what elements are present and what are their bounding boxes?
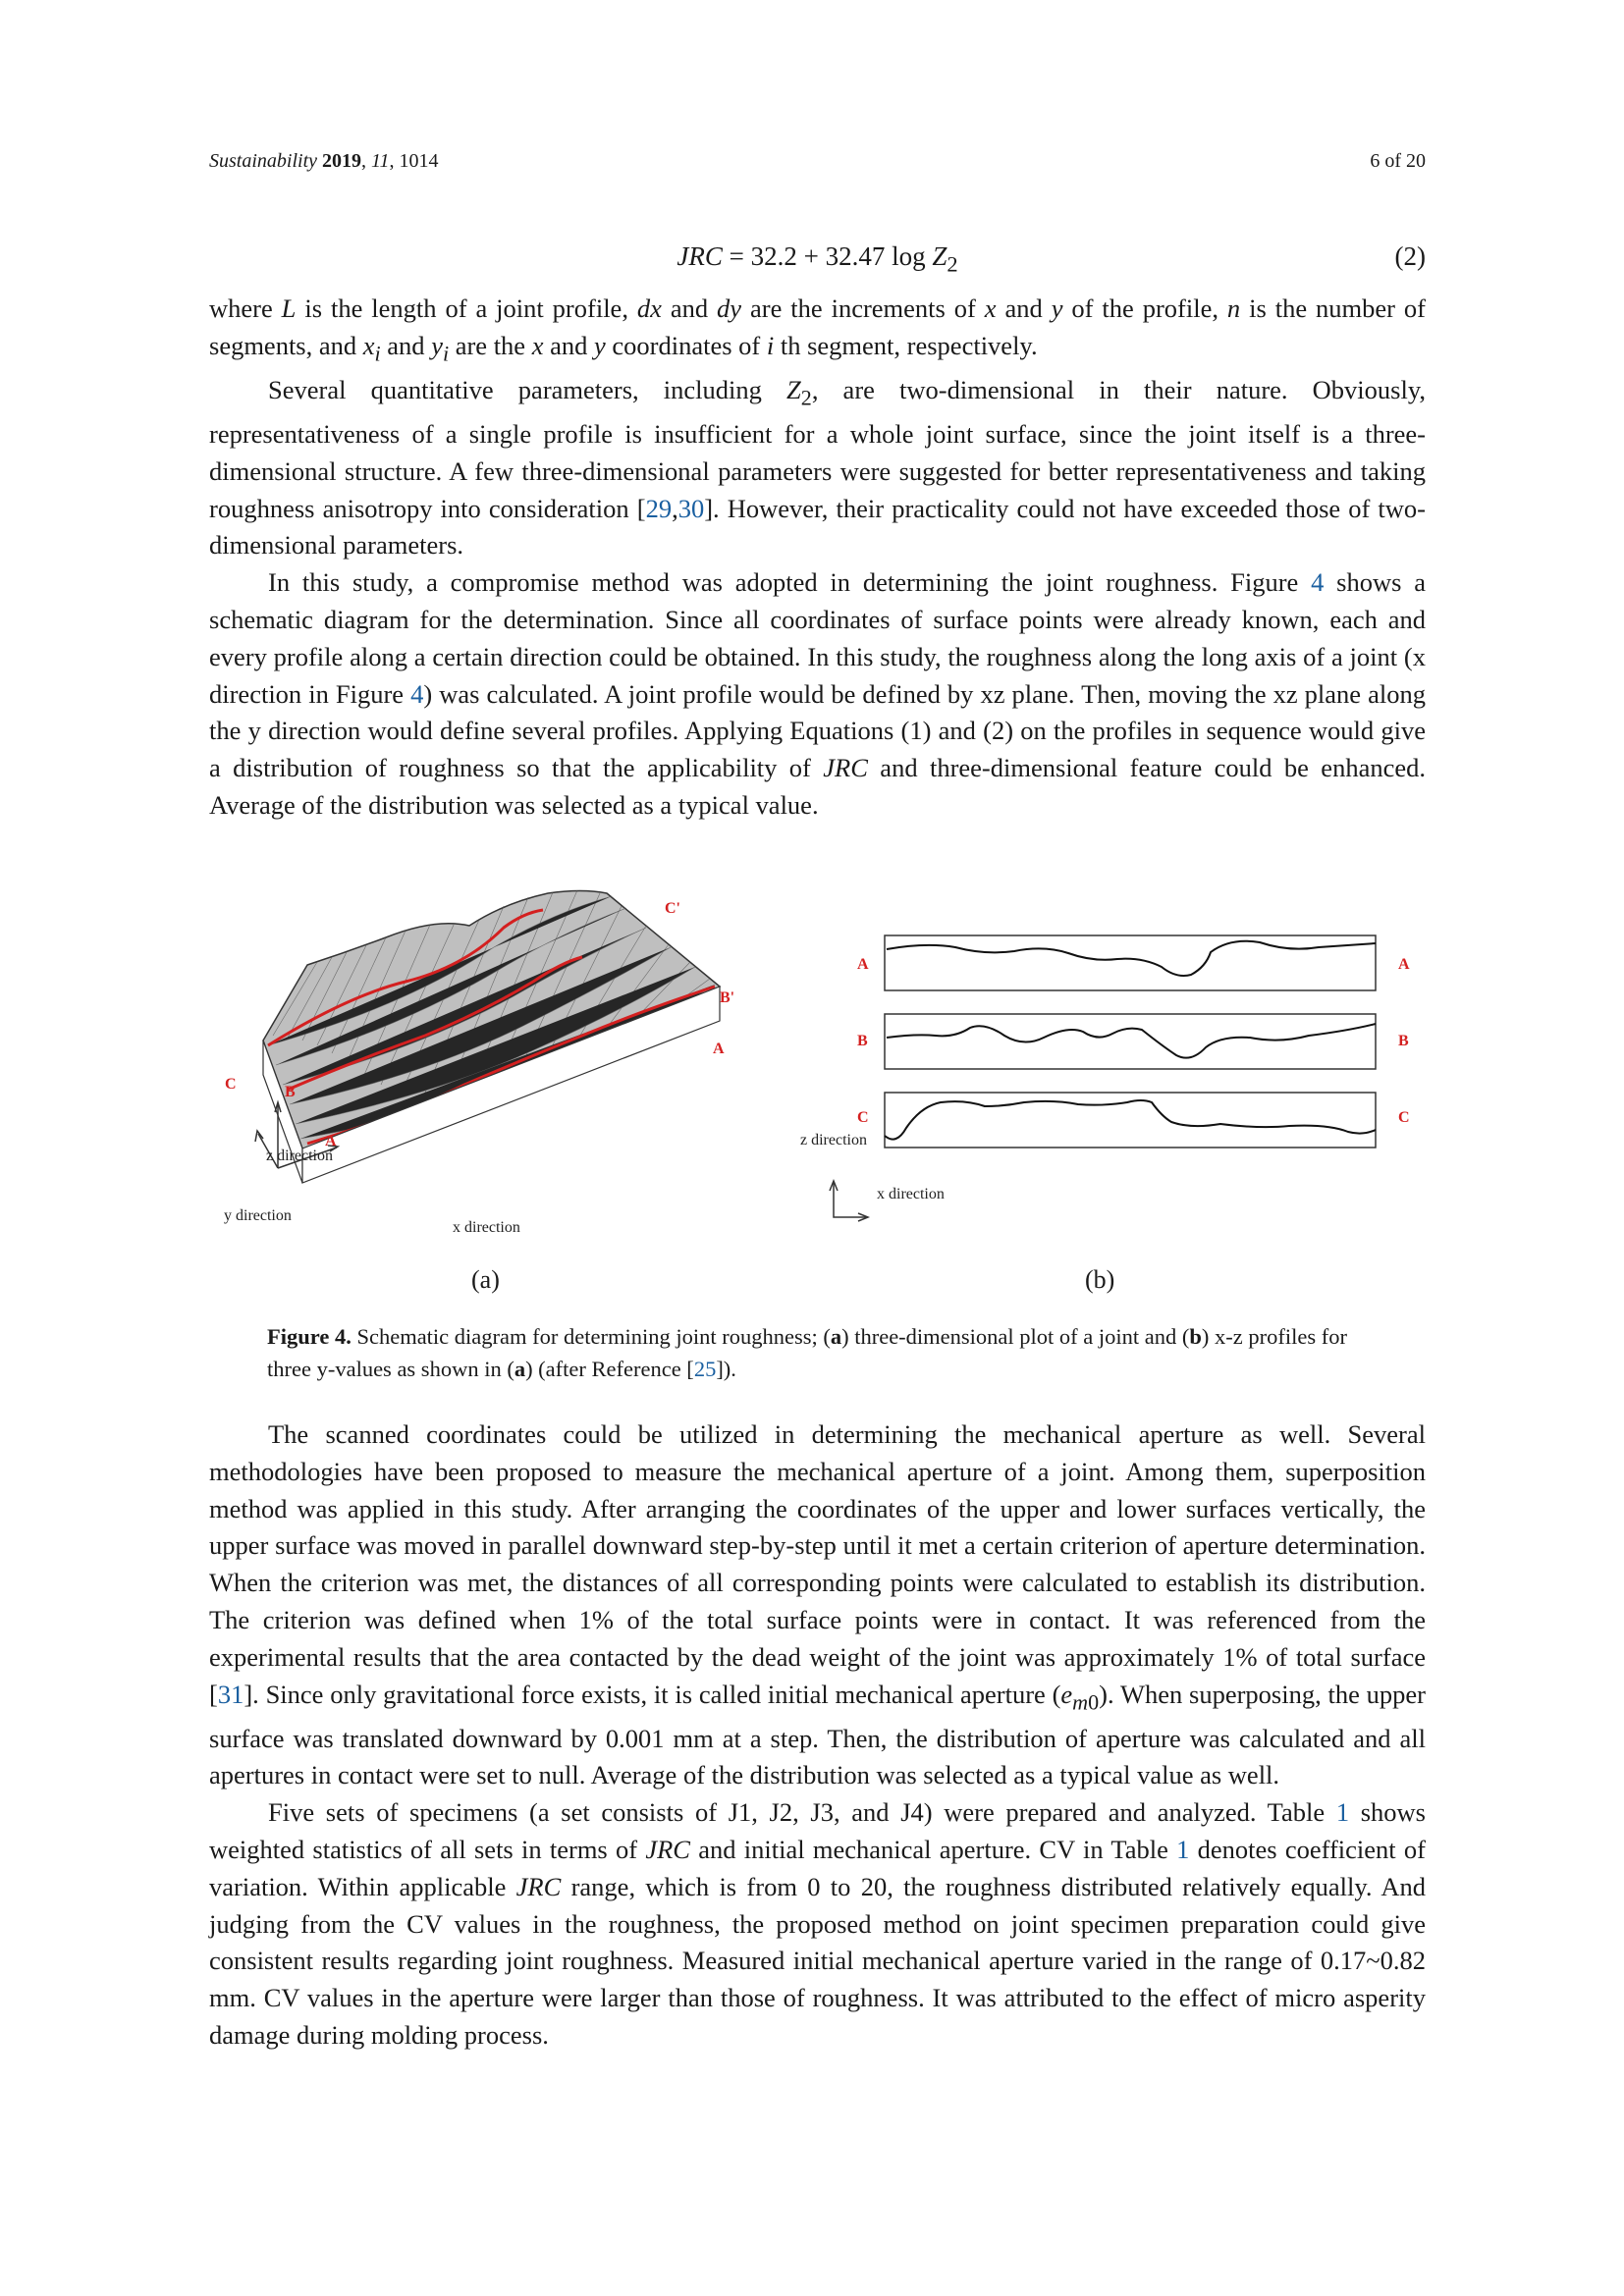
equation-body: JRC = 32.2 + 32.47 $\log Z_2$: [677, 241, 958, 277]
label-b-prime: B': [720, 989, 735, 1006]
journal-year: 2019: [322, 150, 361, 172]
equation-number: (2): [1394, 241, 1426, 271]
page-number: 6 of 20: [1370, 150, 1426, 172]
equation-2: [209, 241, 1426, 281]
panel-a-label: (a): [471, 1265, 500, 1294]
label-c-prime: C': [665, 900, 680, 917]
panel-b-label: (b): [1085, 1265, 1115, 1294]
label-c-left: C: [225, 1076, 237, 1093]
label-b-profile-c-left: C: [857, 1109, 869, 1126]
figure-link[interactable]: 4: [1311, 567, 1325, 598]
label-b-left: B: [285, 1084, 296, 1100]
paragraph-quantitative-parameters: Several quantitative parameters, including $Z_2$, are two-dimensional in their nature. Obviously, representativeness of a single profile is insufficient for a whole joint surface, since the joint itself is a three-dimensional structure. A few three-dimensional parameters were suggested for better representativeness and taking roughness anisotropy into consideration [29,30]. However, their practicality could not have exceeded those of two-dimensional parameters.: [209, 374, 1426, 561]
body-text-bottom: [209, 1416, 1426, 2055]
paragraph-specimen-sets: Five sets of specimens (a set consists of J1, J2, J3, and J4) were prepared and analyzed. Table 1 shows weighted statistics of all sets in terms of JRC and initial mechanical aperture. CV in Table 1 denotes coefficient of variation. Within applicable JRC range, which is from 0 to 20, the roughness distributed relatively equally. And judging from the CV values in the roughness, the proposed method on joint specimen preparation could give consistent results regarding joint roughness. Measured initial mechanical aperture varied in the range of 0.17~0.82 mm. CV values in the aperture were larger than those of roughness. It was attributed to the effect of micro asperity damage during molding process.: [209, 1797, 1426, 2051]
z-direction-label-b: z direction: [800, 1132, 867, 1148]
label-b-profile-b-right: B: [1398, 1033, 1409, 1049]
body-text-top: [209, 291, 1426, 825]
figure-4: [209, 888, 1426, 1301]
citation-link[interactable]: 25: [693, 1357, 717, 1381]
table-link[interactable]: 1: [1176, 1835, 1190, 1865]
running-header: Sustainability 2019, 11, 1014 6 of 20: [209, 150, 1426, 172]
x-direction-label: x direction: [453, 1219, 520, 1236]
label-b-profile-a-left: A: [857, 956, 869, 973]
panel-b-profiles: [830, 935, 1376, 1221]
z-direction-label: z direction: [266, 1148, 333, 1164]
journal-name: Sustainability: [209, 150, 317, 172]
figure-4-graphic: [209, 888, 1426, 1301]
citation-link[interactable]: 29: [645, 493, 673, 523]
label-b-profile-c-right: C: [1398, 1109, 1410, 1126]
profile-box-a: [885, 935, 1376, 990]
xz-axes: [834, 1183, 867, 1217]
label-a-left: A: [325, 1133, 337, 1149]
paragraph-compromise-method: In this study, a compromise method was adopted in determining the joint roughness. Figure 4 shows a schematic diagram for the determination. Since all coordinates of surface points were already known, each and every profile along a certain direction could be obtained. In this study, the roughness along the long axis of a joint (x direction in Figure 4) was calculated. A joint profile would be defined by xz plane. Then, moving the xz plane along the y direction would define several profiles. Applying Equations (1) and (2) on the profiles in sequence would give a distribution of roughness so that the applicability of JRC and three-dimensional feature could be enhanced. Average of the distribution was selected as a typical value.: [209, 567, 1426, 820]
profile-box-b: [885, 1014, 1376, 1069]
citation-link[interactable]: 31: [217, 1679, 244, 1709]
y-direction-label: y direction: [224, 1207, 292, 1224]
label-b-profile-b-left: B: [857, 1033, 868, 1049]
x-direction-label-b: x direction: [877, 1186, 945, 1202]
article-number: 1014: [399, 150, 439, 172]
figure-link[interactable]: 4: [410, 678, 424, 709]
caption-label: Figure 4.: [267, 1324, 352, 1349]
paragraph-variable-definitions: where L is the length of a joint profile, dx and dy are the increments of x and y of the profile, n is the number of segments, and $x_i$ and $y_i$ are the x and y coordinates of i th segment, respectively.: [209, 294, 1426, 366]
panel-b-labels: [800, 956, 1410, 1202]
label-b-profile-a-right: A: [1398, 956, 1410, 973]
paragraph-mechanical-aperture: The scanned coordinates could be utilized in determining the mechanical aperture as well. Several methodologies have been proposed to measure the mechanical aperture of a joint. Among them, superposition method was applied in this study. After arranging the coordinates of the upper and lower surfaces vertically, the upper surface was moved in parallel downward step-by-step until it met a certain criterion of aperture determination. When the criterion was met, the distances of all corresponding points were calculated to establish its distribution. The criterion was defined when 1% of the total surface points were in contact. It was referenced from the experimental results that the area contacted by the dead weight of the joint was approximately 1% of total surface [31]. Since only gravitational force exists, it is called initial mechanical aperture $(e_{m0})$. When superposing, the upper surface was translated downward by 0.001 mm at a step. Then, the distribution of aperture was calculated and all apertures in contact were set to null. Average of the distribution was selected as a typical value as well.: [209, 1419, 1427, 1790]
citation-link[interactable]: 30: [677, 493, 705, 523]
figure-4-caption: [267, 1320, 1367, 1385]
axes-2d: [830, 1181, 868, 1221]
table-link[interactable]: 1: [1335, 1797, 1350, 1828]
caption-text: Schematic diagram for determining joint roughness; (a) three-dimensional plot of a joint and (b) x-z profiles for three y-values as shown in (a) (after Reference [25]).: [267, 1324, 1347, 1381]
label-a-right: A: [713, 1041, 725, 1057]
journal-volume: 11: [371, 150, 390, 172]
